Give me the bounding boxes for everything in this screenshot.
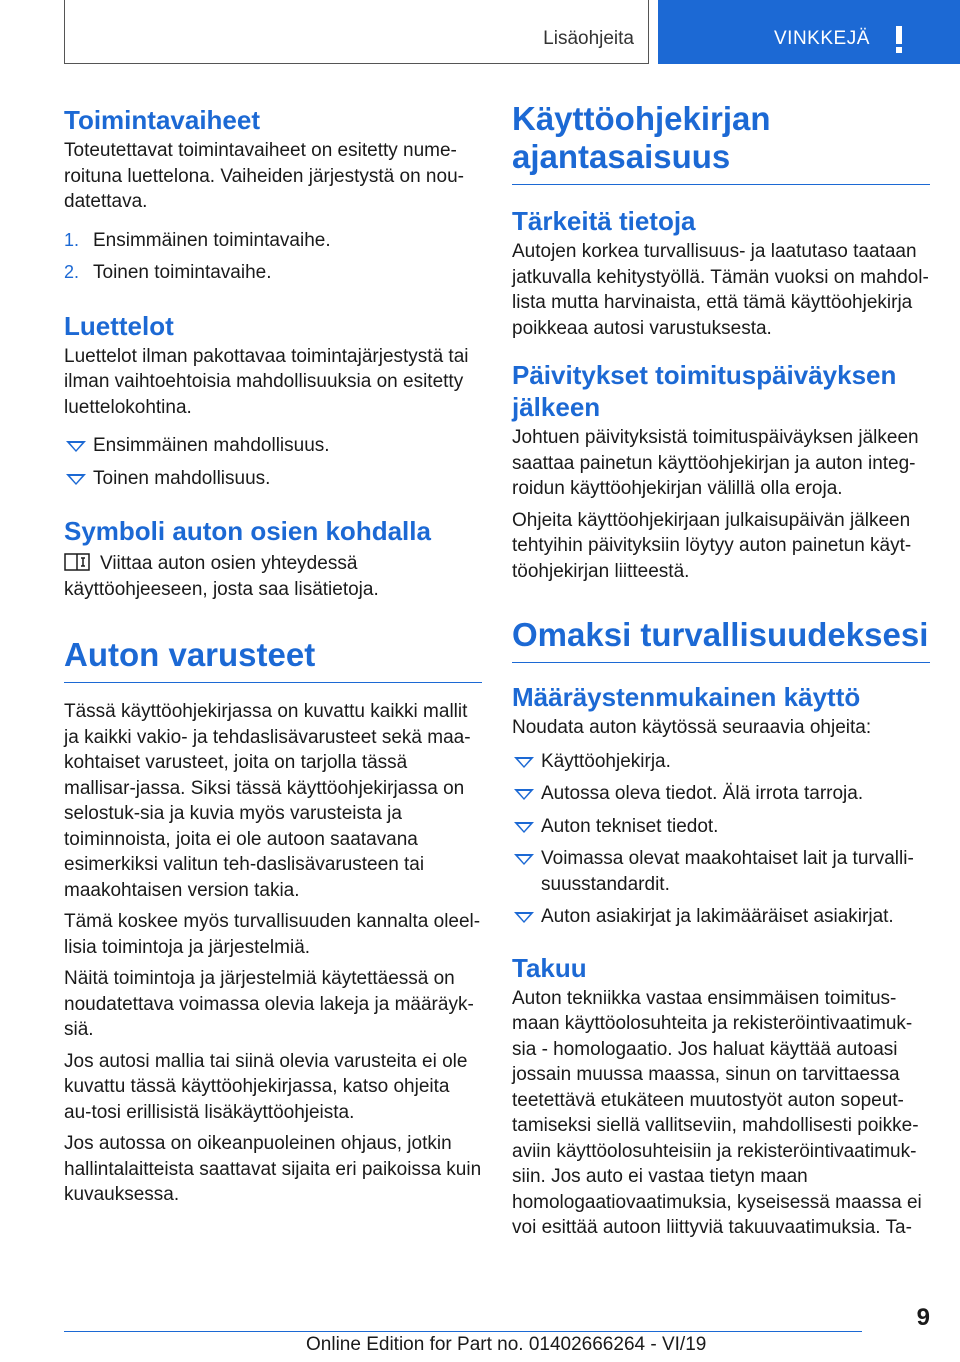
heading-paivitykset: Päivitykset toimituspäiväyksen jälkeen [512,360,897,422]
paragraph: Näitä toimintoja ja järjestelmiä käytettäessä on noudatettava voimassa olevia lakeja ja määräyk-siä. [64,968,474,1040]
paragraph: Auton tekniikka vastaa ensimmäisen toimitus-maan käyttöolosuhteita ja rekisteröintivaatimuk-sia - homologaatio. Jos haluat käyttää autoasi jossain muussa maassa, sinun on tarvittaessa teetettävä etukäteen muutostyöt auton sopeut-tamiseksi siellä vallitseviin, mahdollisesti poikke-aviin käyttöolosuhteisiin ja rekisteröintivaatimuk-siin. Jos auto ei vastaa tietyn maan homologaatiovaatimuksia, kyseisessä maassa ei voi esittää autoon liittyviä takuuvaatimuksia. Ta- [512,987,922,1238]
footer-edition: Online Edition for Part no. 01402666264 - VI/19 [306,1334,707,1355]
list-item: 2. Toinen toimintavaihe. [64,260,482,286]
header-tab-label: VINKKEJÄ [774,28,870,49]
heading-ajantasaisuus: Käyttöohjekirjan ajantasaisuus [512,100,930,185]
list-item: Autossa oleva tiedot. Älä irrota tarroja. [512,781,930,807]
heading-auton-varusteet: Auton varusteet [64,636,482,683]
triangle-bullet-icon [514,822,534,833]
paragraph: Jos autossa on oikeanpuoleinen ohjaus, jotkin hallintalaitteista saattavat sijaita eri paikoissa kuin kuvauksessa. [64,1133,482,1205]
header-section-title: Lisäohjeita [543,28,634,49]
step-number: 2. [64,262,80,282]
triangle-bullet-icon [514,854,534,865]
triangle-bullet-icon [514,912,534,923]
manual-book-icon [64,553,92,571]
list-item: Ensimmäinen mahdollisuus. [64,433,482,459]
triangle-bullet-icon [514,789,534,800]
paragraph: Toteutettavat toimintavaiheet on esitetty nume-roituna luettelona. Vaiheiden järjestystä on nou-datettava. [64,140,464,212]
list-item: Auton tekniset tiedot. [512,814,930,840]
paragraph: Tämä koskee myös turvallisuuden kannalta oleel-lisia toimintoja ja järjestelmiä. [64,911,481,958]
paragraph: Jos autosi mallia tai siinä olevia varusteita ei ole kuvattu tässä käyttöohjekirjassa, katso ohjeita au-tosi erillisistä lisäkäyttöohjeista. [64,1050,468,1123]
heading-tarkeita-tietoja: Tärkeitä tietoja [512,206,696,236]
heading-toimintavaiheet: Toimintavaiheet [64,105,261,135]
heading-takuu: Takuu [512,952,587,983]
step-number: 1. [64,229,80,250]
paragraph: Ohjeita käyttöohjekirjaan julkaisupäivän jälkeen tehtyihin päivityksiin löytyy auton painetun käyt-töohjekirjan liitteestä. [512,509,912,582]
list-item: Käyttöohjekirja. [512,749,930,775]
heading-maaraystenmukainen: Määräystenmukainen käyttö [512,682,861,712]
paragraph: Luettelot ilman pakottavaa toimintajärjestystä tai ilman vaihtoehtoisia mahdollisuuksia on esitetty luettelokohtina. [64,345,469,418]
list-item: Auton asiakirjat ja lakimääräiset asiakirjat. [512,904,930,930]
triangle-bullet-icon [514,757,534,768]
paragraph: Tässä käyttöohjekirjassa on kuvattu kaikki mallit ja kaikki vakio- ja tehdaslisävarusteet sekä maa-kohtaiset varusteet, joita on tarjolla tässä mallisar-jassa. Siksi tässä käyttöohjekirjassa on selostuk-sia ja kuvia myös varusteista ja toiminnoista, joita ei ole autoon saatavana esimerkiksi valitun teh-daslisävarusteen tai maakohtaisen version takia. [64,701,471,901]
heading-symboli: Symboli auton osien kohdalla [64,516,431,546]
list-item: Voimassa olevat maakohtaiset lait ja turvalli-suusstandardit. [512,846,930,897]
triangle-bullet-icon [66,441,86,452]
bullet-list [64,433,482,491]
paragraph: Autojen korkea turvallisuus- ja laatutaso taataan jatkuvalla kehitystyöllä. Tämän vuoksi on mahdol-lista mutta harvinaista, että tämä käyttöohjekirja poikkeaa autosi varustuksesta. [512,241,929,339]
paragraph: Viittaa auton osien yhteydessä käyttöohjeeseen, josta saa lisätietoja. [64,553,379,600]
page-number: 9 [916,1304,930,1331]
bullet-list [512,749,930,930]
heading-omaksi-turvallisuudeksesi: Omaksi turvallisuudeksesi [512,616,930,663]
list-item: 1. Ensimmäinen toimintavaihe. [64,228,482,254]
left-column [64,100,482,1208]
numbered-list [64,228,482,286]
exclamation-icon [894,26,904,52]
triangle-bullet-icon [66,474,86,485]
heading-luettelot: Luettelot [64,310,174,341]
paragraph: Johtuen päivityksistä toimituspäiväyksen jälkeen saattaa painetun käyttöohjekirjan ja auton integ-roidun käyttöohjekirjan välillä olla eroja. [512,427,919,499]
list-item: Toinen mahdollisuus. [64,466,482,492]
header-tab [658,0,960,64]
paragraph: Noudata auton käytössä seuraavia ohjeita: [512,717,872,738]
right-column [512,100,930,1241]
footer-divider [64,1331,862,1332]
